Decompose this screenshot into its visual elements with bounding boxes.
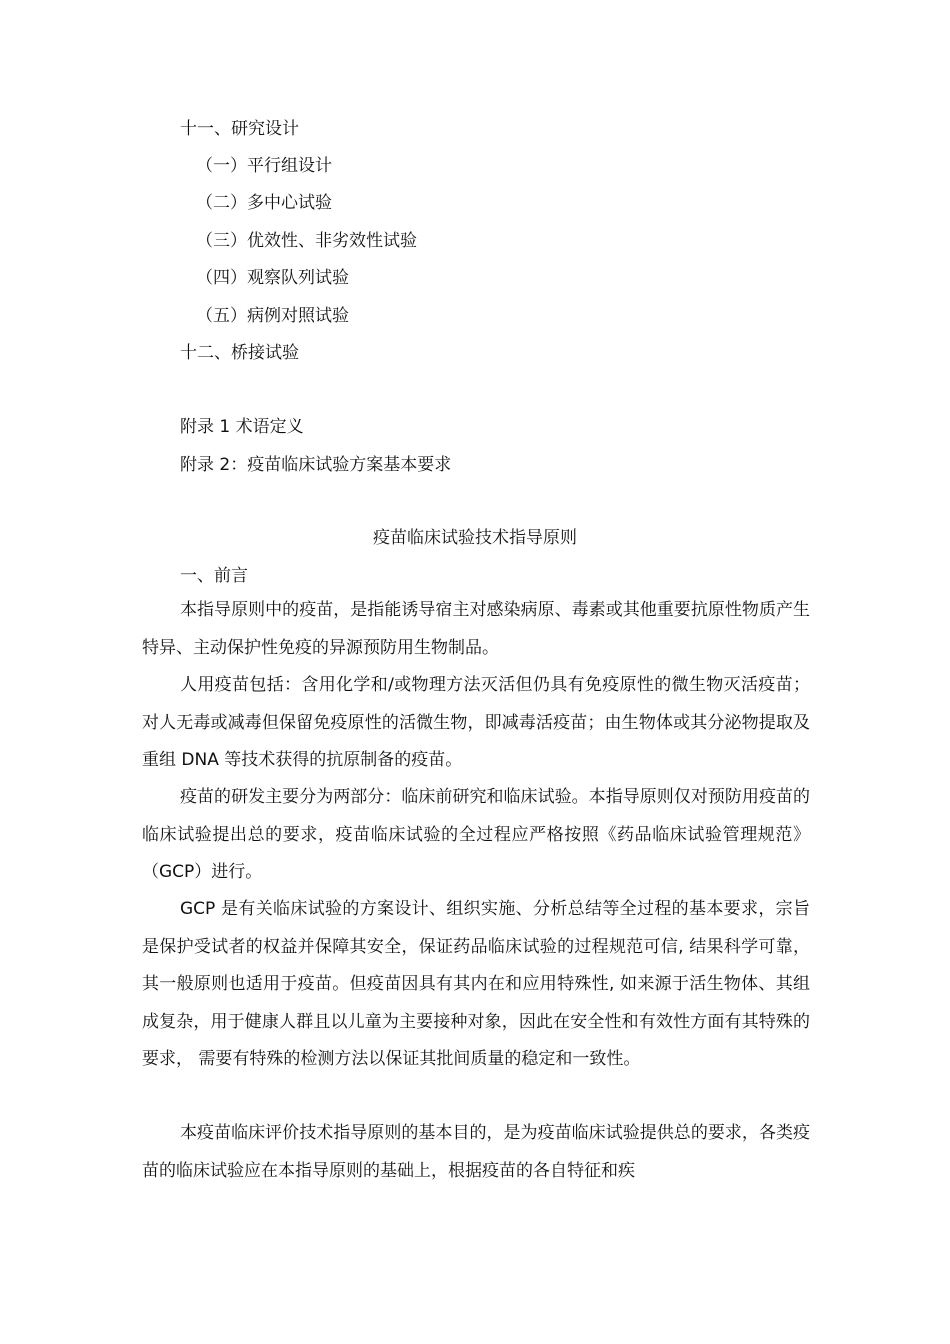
toc-subsection-5: （五）病例对照试验 [196,306,349,326]
toc-appendix-1: 附录 1 术语定义 [180,417,304,437]
body-paragraph-5: 本疫苗临床评价技术指导原则的基本目的，是为疫苗临床试验提供总的要求，各类疫苗的临床试验应在本指导原则的基础上，根据疫苗的各自特征和疾 [142,1123,810,1181]
toc-subsection-4: （四）观察队列试验 [196,268,349,288]
toc-subsection-2: （二）多中心试验 [196,193,332,213]
toc-section-12: 十二、桥接试验 [180,343,299,363]
document-title: 疫苗临床试验技术指导原则 [373,528,577,548]
body-paragraph-3: 疫苗的研发主要分为两部分：临床前研究和临床试验。本指导原则仅对预防用疫苗的临床试验提出总的要求，疫苗临床试验的全过程应严格按照《药品临床试验管理规范》（GCP）进行。 [142,787,810,882]
toc-appendix-2: 附录 2：疫苗临床试验方案基本要求 [180,455,452,475]
toc-subsection-1: （一）平行组设计 [196,156,332,176]
body-paragraph-1: 本指导原则中的疫苗，是指能诱导宿主对感染病原、毒素或其他重要抗原性物质产生特异、主动保护性免疫的异源预防用生物制品。 [142,600,810,658]
body-paragraph-2: 人用疫苗包括：含用化学和/或物理方法灭活但仍具有免疫原性的微生物灭活疫苗；对人无毒或减毒但保留免疫原性的活微生物，即减毒活疫苗；由生物体或其分泌物提取及重组 DNA 等技术获得的抗原制备的疫苗。 [142,675,810,770]
toc-section-11: 十一、研究设计 [180,119,299,139]
section-heading-preface: 一、前言 [180,566,248,586]
body-paragraph-4: GCP 是有关临床试验的方案设计、组织实施、分析总结等全过程的基本要求，宗旨是保护受试者的权益并保障其安全，保证药品临床试验的过程规范可信, 结果科学可靠，其一般原则也适用于疫苗。但疫苗因具有其内在和应用特殊性, 如来源于活生物体、其组成复杂，用于健康人群且以儿童为主要接种对象，因此在安全性和有效性方面有其特殊的要求， 需要有特殊的检测方法以保证其批间质量的稳定和一致性。 [142,899,810,1069]
toc-subsection-3: （三）优效性、非劣效性试验 [196,231,417,251]
